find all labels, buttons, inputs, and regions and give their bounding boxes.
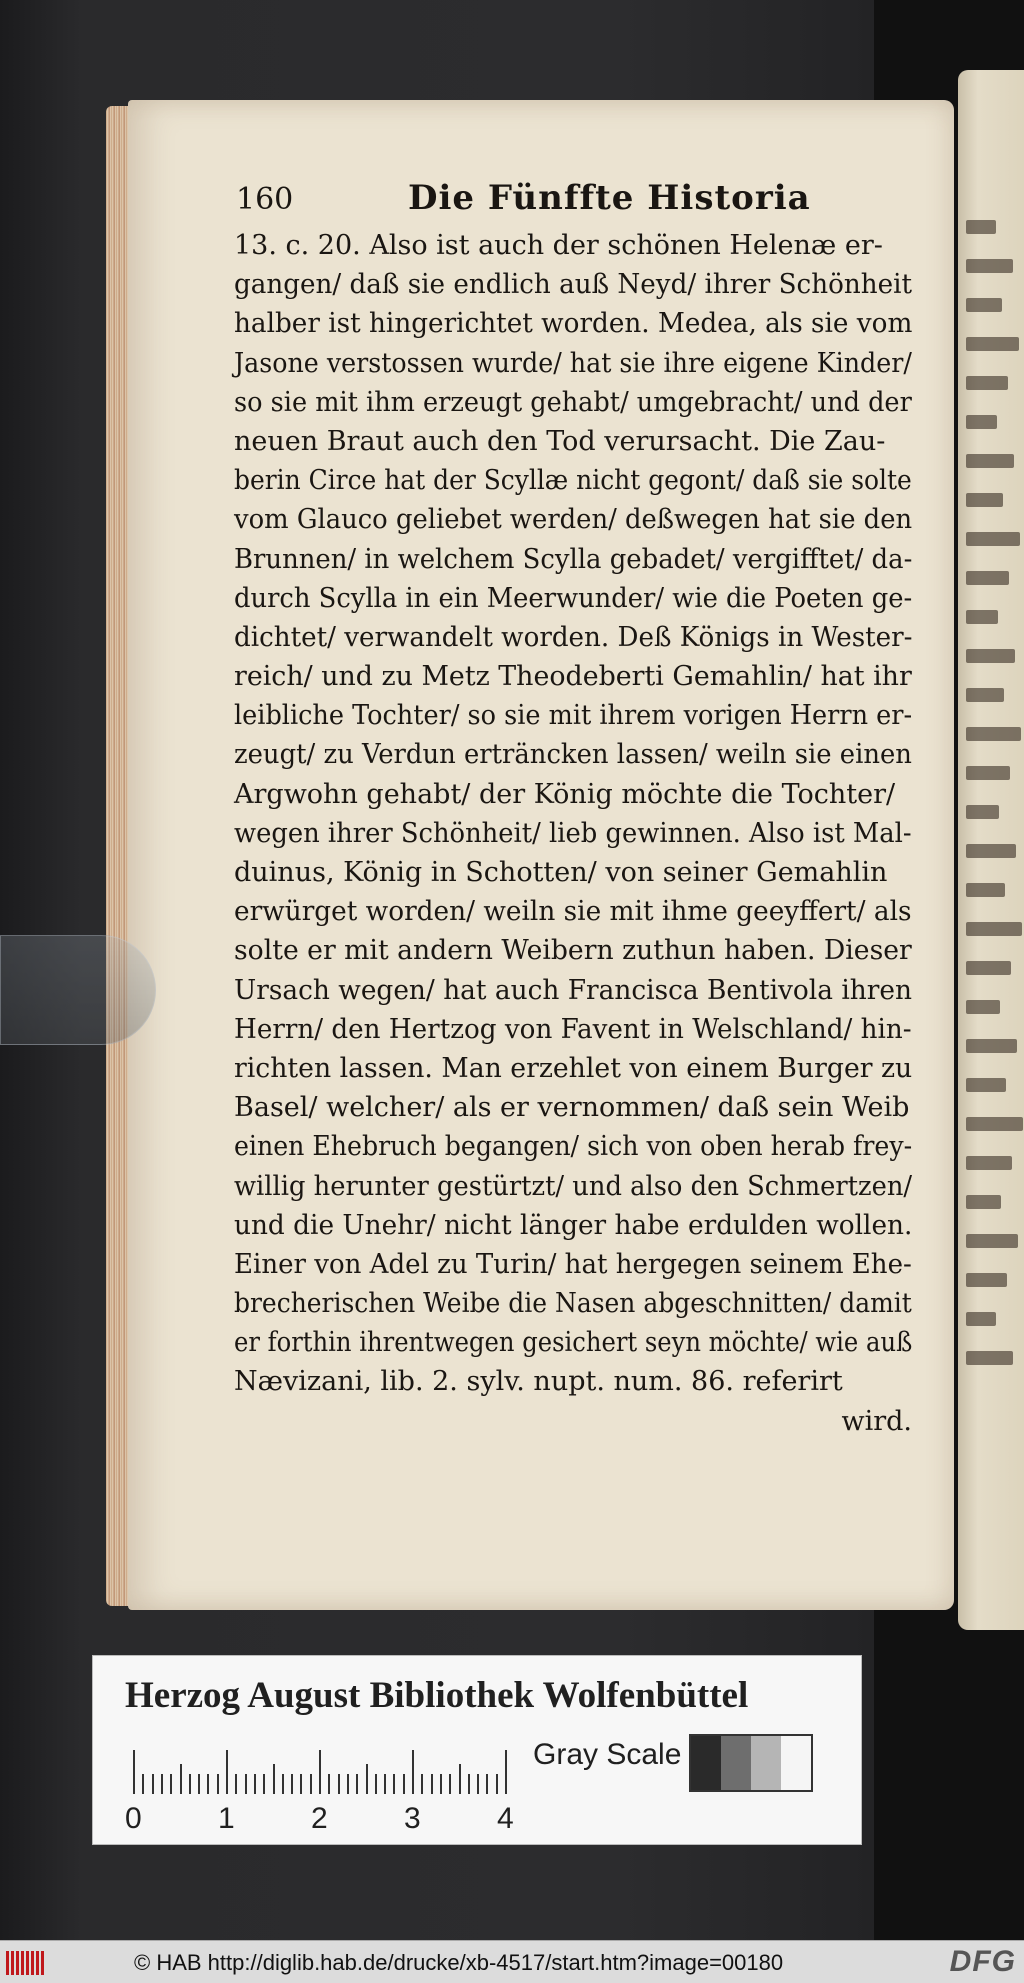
adjacent-page-text-mark bbox=[966, 1312, 996, 1326]
ruler-tick bbox=[328, 1774, 330, 1794]
text-line: dichtet/ verwandelt worden. Deß Königs in Wester- bbox=[234, 621, 913, 653]
adjacent-page-text-mark bbox=[966, 1000, 1000, 1014]
ruler-tick bbox=[133, 1750, 135, 1794]
ruler-tick bbox=[310, 1774, 312, 1794]
ruler-number: 0 bbox=[125, 1802, 142, 1835]
ruler-tick bbox=[468, 1774, 470, 1794]
text-line: gangen/ daß sie endlich auß Neyd/ ihrer Schönheit bbox=[234, 269, 912, 301]
text-line: Herrn/ den Hertzog von Favent in Welschland/ hin- bbox=[234, 1013, 912, 1045]
gray-scale-label: Gray Scale bbox=[533, 1738, 682, 1771]
gray-swatch bbox=[751, 1736, 781, 1790]
ruler-tick bbox=[440, 1774, 442, 1794]
adjacent-page-text-mark bbox=[966, 610, 998, 624]
gray-scale-swatches bbox=[689, 1734, 813, 1792]
page-header bbox=[236, 178, 916, 228]
adjacent-page-text-mark bbox=[966, 688, 1004, 702]
text-line: reich/ und zu Metz Theodeberti Gemahlin/ hat ihr bbox=[234, 661, 912, 693]
gray-swatch bbox=[721, 1736, 751, 1790]
ruler-tick bbox=[235, 1774, 237, 1794]
adjacent-page-text-mark bbox=[966, 1273, 1007, 1287]
adjacent-page-text-mark bbox=[966, 532, 1020, 546]
ruler-tick bbox=[412, 1750, 414, 1794]
ruler-tick bbox=[403, 1774, 405, 1794]
text-line: Jasone verstossen wurde/ hat sie ihre eigene Kinder/ bbox=[234, 347, 912, 379]
gray-swatch bbox=[781, 1736, 811, 1790]
text-line: duinus, König in Schotten/ von seiner Gemahlin bbox=[234, 857, 888, 888]
ruler-tick bbox=[459, 1764, 461, 1794]
ruler-tick bbox=[291, 1774, 293, 1794]
text-line: wird. bbox=[841, 1405, 912, 1437]
ruler-tick bbox=[254, 1774, 256, 1794]
adjacent-page-text-mark bbox=[966, 298, 1002, 312]
hab-logo-icon bbox=[6, 1951, 44, 1975]
page-text bbox=[234, 226, 912, 1441]
text-line: berin Circe hat der Scyllæ nicht gegont/ daß sie solte bbox=[234, 465, 912, 497]
ruler-tick bbox=[245, 1774, 247, 1794]
ruler-tick bbox=[486, 1774, 488, 1794]
adjacent-page-text-mark bbox=[966, 259, 1013, 273]
text-line: Nævizani, lib. 2. sylv. nupt. num. 86. referirt bbox=[234, 1366, 843, 1398]
ruler-number: 4 bbox=[497, 1802, 514, 1835]
text-line: Basel/ welcher/ als er vernommen/ daß sein Weib bbox=[234, 1092, 910, 1124]
ruler-tick bbox=[477, 1774, 479, 1794]
ruler-tick bbox=[393, 1774, 395, 1794]
ruler-tick bbox=[273, 1764, 275, 1794]
ruler-tick bbox=[198, 1774, 200, 1794]
text-line: leibliche Tochter/ so sie mit ihrem vorigen Herrn er- bbox=[234, 700, 913, 732]
adjacent-page-text-mark bbox=[966, 1351, 1013, 1365]
adjacent-page-text-mark bbox=[966, 1234, 1018, 1248]
ruler-tick bbox=[449, 1774, 451, 1794]
text-line: Ursach wegen/ hat auch Francisca Bentivola ihren bbox=[234, 974, 912, 1006]
ruler-tick bbox=[356, 1774, 358, 1794]
text-line: so sie mit ihm erzeugt gehabt/ umgebracht/ und der bbox=[234, 386, 912, 418]
text-line: Einer von Adel zu Turin/ hat hergegen seinem Ehe- bbox=[234, 1248, 912, 1280]
adjacent-page-text-mark bbox=[966, 727, 1021, 741]
running-head: Die Fünffte Historia bbox=[408, 178, 811, 218]
adjacent-page-text-mark bbox=[966, 376, 1008, 390]
ruler-tick bbox=[282, 1774, 284, 1794]
ruler-tick bbox=[505, 1750, 507, 1794]
ruler-tick bbox=[384, 1774, 386, 1794]
ruler-tick bbox=[226, 1750, 228, 1794]
text-line: wegen ihrer Schönheit/ lieb gewinnen. Also ist Mal- bbox=[234, 817, 912, 849]
page-number: 160 bbox=[236, 182, 294, 217]
text-line: erwürget worden/ weiln sie mit ihme geeyffert/ als bbox=[234, 896, 912, 928]
text-line: willig herunter gestürtzt/ und also den Schmertzen/ bbox=[234, 1170, 913, 1202]
adjacent-page-text-mark bbox=[966, 571, 1009, 585]
text-line: zeugt/ zu Verdun erträncken lassen/ weiln sie einen bbox=[234, 739, 912, 771]
adjacent-page bbox=[958, 70, 1024, 1630]
ruler-number: 1 bbox=[218, 1802, 235, 1835]
adjacent-page-text-mark bbox=[966, 1117, 1023, 1131]
ruler-tick bbox=[431, 1774, 433, 1794]
ruler-tick bbox=[207, 1774, 209, 1794]
plexiglass-clamp bbox=[0, 935, 156, 1045]
adjacent-page-text-mark bbox=[966, 883, 1005, 897]
ruler-tick bbox=[421, 1774, 423, 1794]
ruler-tick bbox=[152, 1774, 154, 1794]
adjacent-page-text-mark bbox=[966, 766, 1010, 780]
ruler-tick bbox=[347, 1774, 349, 1794]
ruler-tick bbox=[263, 1774, 265, 1794]
adjacent-page-text-mark bbox=[966, 493, 1003, 507]
gray-swatch bbox=[691, 1736, 721, 1790]
text-line: vom Glauco geliebet werden/ deßwegen hat sie den bbox=[234, 504, 913, 536]
library-name: Herzog August Bibliothek Wolfenbüttel bbox=[125, 1675, 749, 1716]
text-line: Brunnen/ in welchem Scylla gebadet/ vergifftet/ da- bbox=[234, 543, 913, 575]
ruler-tick bbox=[170, 1774, 172, 1794]
ruler-tick bbox=[496, 1774, 498, 1794]
adjacent-page-text-mark bbox=[966, 415, 997, 429]
text-line: neuen Braut auch den Tod verursacht. Die Zau- bbox=[234, 425, 886, 457]
ruler-tick bbox=[161, 1774, 163, 1794]
text-line: brecherischen Weibe die Nasen abgeschnitten/ damit bbox=[234, 1288, 912, 1320]
adjacent-page-text-mark bbox=[966, 649, 1015, 663]
text-line: Argwohn gehabt/ der König möchte die Tochter/ bbox=[234, 778, 896, 810]
text-line: 13. c. 20. Also ist auch der schönen Helenæ er- bbox=[234, 230, 883, 261]
adjacent-page-text-mark bbox=[966, 1156, 1012, 1170]
ruler-number: 3 bbox=[404, 1802, 421, 1835]
ruler-tick bbox=[366, 1764, 368, 1794]
adjacent-page-text-mark bbox=[966, 454, 1014, 468]
adjacent-page-text-mark bbox=[966, 961, 1011, 975]
adjacent-page-text-mark bbox=[966, 844, 1016, 858]
dfg-logo: DFG bbox=[949, 1945, 1016, 1978]
adjacent-page-text-mark bbox=[966, 220, 996, 234]
ruler-number: 2 bbox=[311, 1802, 328, 1835]
adjacent-page-text-mark bbox=[966, 1039, 1017, 1053]
adjacent-page-text-mark bbox=[966, 1078, 1006, 1092]
ruler-tick bbox=[338, 1774, 340, 1794]
ruler-tick bbox=[180, 1764, 182, 1794]
footer-bar bbox=[0, 1940, 1024, 1983]
ruler-tick bbox=[300, 1774, 302, 1794]
adjacent-page-text-mark bbox=[966, 1195, 1001, 1209]
text-line: er forthin ihrentwegen gesichert seyn möchte/ wie auß bbox=[234, 1327, 913, 1359]
ruler-tick bbox=[319, 1750, 321, 1794]
text-line: durch Scylla in ein Meerwunder/ wie die Poeten ge- bbox=[234, 582, 913, 614]
adjacent-page-text-mark bbox=[966, 337, 1019, 351]
library-label-card bbox=[92, 1655, 862, 1845]
text-line: halber ist hingerichtet worden. Medea, als sie vom bbox=[234, 308, 913, 340]
ruler-tick bbox=[142, 1774, 144, 1794]
ruler-tick bbox=[375, 1774, 377, 1794]
adjacent-page-text-mark bbox=[966, 805, 999, 819]
ruler bbox=[133, 1750, 513, 1794]
text-line: solte er mit andern Weibern zuthun haben. Dieser bbox=[234, 935, 912, 967]
adjacent-page-text-mark bbox=[966, 922, 1022, 936]
text-line: und die Unehr/ nicht länger habe erdulden wollen. bbox=[234, 1209, 913, 1241]
ruler-tick bbox=[217, 1774, 219, 1794]
text-line: richten lassen. Man erzehlet von einem Burger zu bbox=[234, 1052, 913, 1084]
text-line: einen Ehebruch begangen/ sich von oben herab frey- bbox=[234, 1131, 913, 1163]
ruler-tick bbox=[189, 1774, 191, 1794]
footer-copyright-link[interactable]: © HAB http://diglib.hab.de/drucke/xb-4517/start.htm?image=00180 bbox=[134, 1950, 784, 1975]
